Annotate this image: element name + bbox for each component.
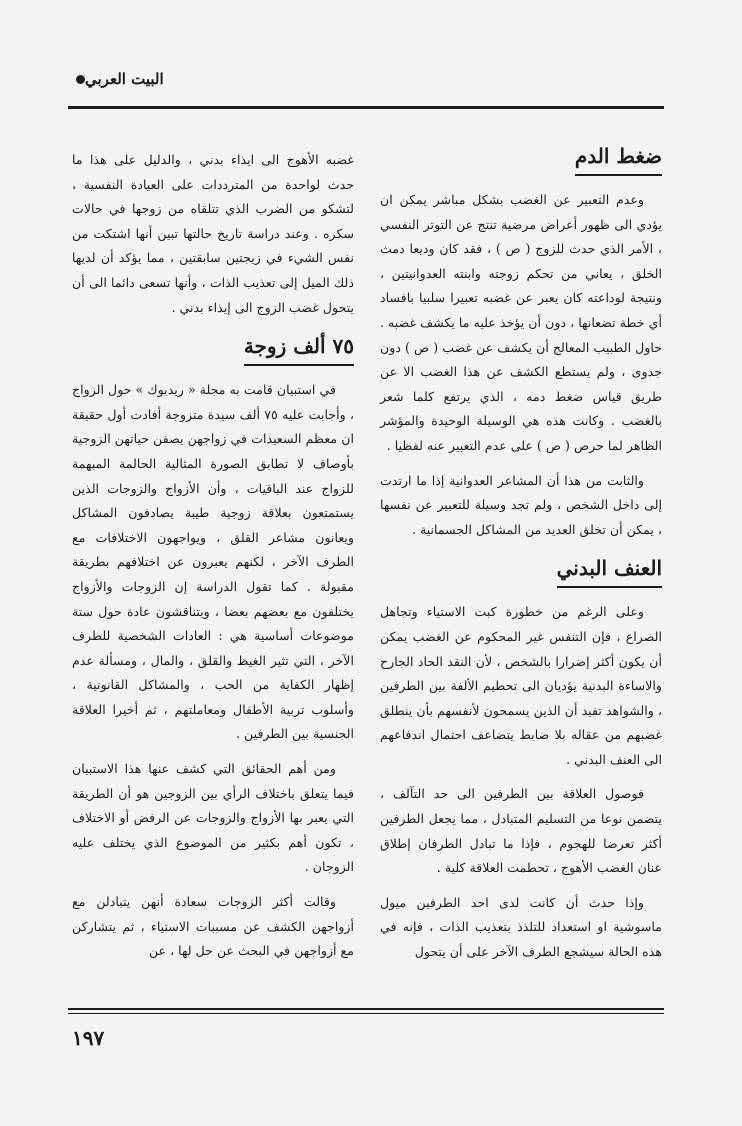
left-column — [72, 148, 354, 974]
bullet-icon — [76, 75, 85, 84]
section-heading-physical-violence: العنف البدني — [557, 552, 662, 588]
right-column — [380, 140, 662, 975]
paragraph: وإذا حدث أن كانت لدى احد الطرفين ميول ماسوشية او استعداد للتلذذ بتعذيب الذات ، فإنه في هذه الحالة سيشجع الطرف الآخر على أن يتحول — [380, 894, 662, 960]
footer-rule — [68, 1008, 664, 1010]
page-number: ١٩٧ — [72, 1026, 105, 1050]
paragraph: في استبيان قامت به مجلة « ريدبوك » حول الزواج ، وأجابت عليه ٧٥ ألف سيدة متزوجة أفادت أول حقيقة ان معظم السعيدات في زواجهن يصفن حياتهن الزوجية بأوصاف لا تطابق الصورة المثالية الحالمة المبهمة للزواج عند الباقيات ، وأن الأزواج والزوجات الذين يستمتعون بعلاقة زوجية طيبة يصادفون المشاكل ويعانون مشاعر القلق ، ويواجهون الاختلافات مع الطرف الآخر ، لكنهم يعبرون عن اختلافهم بطريقة مقبولة . كما تقول الدراسة إن الزوجات والأزواج يختلفون مع بعضهم بعضا ، ويتناقشون عادة حول ستة موضوعات أساسية هي : العادات الشخصية للطرف الآخر ، التي تثير الغيظ والقلق ، والمال ، ومسألة عدم إظهار الكفاية من الحب ، والمشاكل القانونية ، وأسلوب تربية الأطفال ومعاملتهم ، ثم أخيرا العلاقة الجنسية بين الطرفين . — [72, 382, 354, 742]
paragraph: غضبه الأهوج الى ايذاء بدني ، والدليل على هذا ما حدث لواحدة من المترددات على العيادة النفسية ، لتشكو من الضرب الذي تتلقاه من زوجها في حالات سكره . وعند دراسة تاريخ حالتها تبين أنها اشتكت من نفس الشيء في زيجتين سابقتين ، مما يؤكد أن لديها ذلك الميل إلى تعذيب الذات ، وأنها تسعى دائما الى أن يتحول غضب الزوج الى إيذاء بدني . — [72, 152, 354, 315]
paragraph: وعدم التعبير عن الغضب بشكل مباشر يمكن ان يؤدي الى ظهور أعراض مرضية تنتج عن التوتر النفسي ، الأمر الذي حدث للزوج ( ص ) ، فقد كان وديعا دمث الخلق ، يعاني من تحكم زوجته وابنته العدوانيتين ، ونتيجة لوداعته كان يعبر عن غضبه تعبيرا سلبيا بافساد أي خطة تضعانها ، دون أن يؤخذ عليه ما يكشف غضبه . حاول الطبيب المعالج أن يكشف عن غضب ( ص ) دون جدوى ، ولم يستطع الكشف عن هذا الغضب الا عن طريق قياس ضغط دمه ، الذي يرتفع كلما شعر بالغضب . وكانت هذه هي الوسيلة الوحيدة والمؤشر الظاهر لما حرص ( ص ) على عدم التعبير عنه لفظيا . — [380, 192, 662, 453]
header-rule — [68, 106, 664, 109]
paragraph: فوصول العلاقة بين الطرفين الى حد التآلف ، يتضمن نوعا من التسليم المتبادل ، مما يجعل الطرفين أكثر تعرضا للهجوم ، فإذا ما تبادل الطرفان إطلاق عنان الغضب الأهوج ، تحطمت العلاقة كلية . — [380, 786, 662, 876]
paragraph: ومن أهم الحقائق التي كشف عنها هذا الاستبيان فيما يتعلق باختلاف الرأي بين الزوجين هو أن الطريقة التي يعبر بها الأزواج والزوجات عن الرفض أو الاختلاف ، تكون أهم بكثير من الموضوع الذي يختلف عليه الزوجان . — [72, 761, 354, 875]
page-header — [70, 70, 662, 88]
paragraph: وعلى الرغم من خطورة كبت الاستياء وتجاهل الصراع ، فإن التنفس غير المحكوم عن الغضب يمكن أن يكون أكثر إضرارا بالشخص ، لأن النقد الحاد الجارح والاساءة البدنية يؤديان الى تحطيم الألفة بين الطرفين ، والشواهد تفيد أن الذين يسمحون لأنفسهم بأن ينطلق غضبهم من عقاله بلا ضابط يتضاعف احتمال اندفاعهم الى العنف البدني . — [380, 604, 662, 767]
section-heading-75000-wives: ٧٥ ألف زوجة — [244, 330, 354, 366]
paragraph: وقالت أكثر الزوجات سعادة أنهن يتبادلن مع أزواجهن الكشف عن مسببات الاستياء ، ثم يتشاركن مع أزواجهن في البحث عن حل لها ، عن — [72, 894, 354, 959]
section-heading-blood-pressure: ضغط الدم — [575, 140, 662, 176]
footer-rule-thin — [68, 1013, 664, 1014]
magazine-title: البيت العربي — [85, 70, 164, 88]
paragraph: والثابت من هذا أن المشاعر العدوانية إذا ما ارتدت إلى داخل الشخص ، ولم تجد وسيلة للتعبير عن نفسها ، يمكن أن تخلق العديد من المشاكل الجسمانية . — [380, 472, 662, 537]
